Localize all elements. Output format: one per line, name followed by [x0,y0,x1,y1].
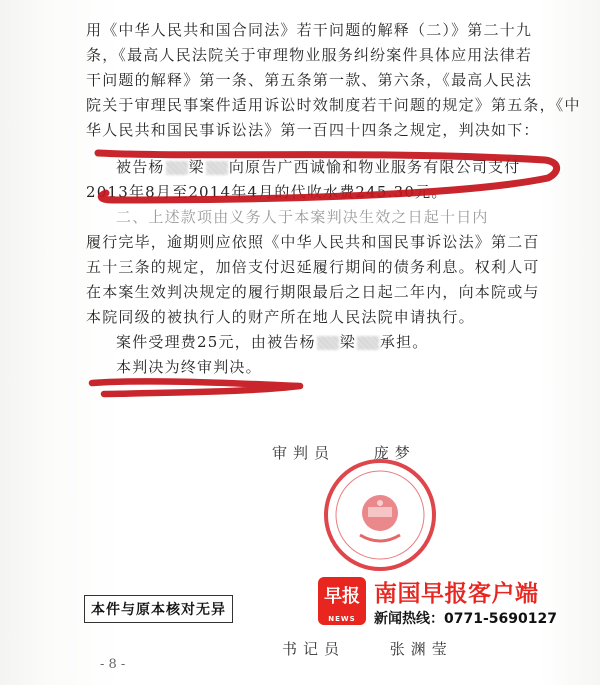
text-line: 条，《最高人民法院关于审理物业服务纠纷案件具体应用法律若 [86,46,533,64]
judgment-line-2: 2013年8月至2014年4月的代收水费245.30元。 [86,183,448,201]
newspaper-logo-icon: 早报 NEWS [318,577,366,625]
text-line: 用《中华人民共和国合同法》若干问题的解释（二）》第二十九 [86,21,533,39]
judgment-line-1 [86,155,556,180]
court-seal-icon [320,455,440,575]
paragraph-judgment [86,155,556,205]
redaction-blur [357,336,379,350]
clerk-name: 张渊莹 [389,640,453,658]
text-line: 五十三条的规定，加倍支付迟延履行期间的债务利息。权利人可 [86,258,540,276]
fee-line [86,330,556,355]
redaction-blur [317,336,339,350]
judge-role-label: 审判员 [272,444,336,462]
redaction-blur [166,161,188,175]
paragraph-legal-basis [86,18,581,143]
page-number: - 8 - [100,657,126,672]
final-statement: 本判决为终审判决。 [116,358,262,376]
clerk-role-label: 书记员 [282,640,346,658]
defendant-mid: 梁 [188,158,205,176]
clerk-signature-row [282,638,453,659]
judgment-rest: 向原告广西诚愉和物业服务有限公司支付 [228,158,521,176]
paragraph-fee [86,330,556,380]
text-line: 干问题的解释》第一条、第五条第一款、第六条，《最高人民法 [86,71,533,89]
watermark-hotline: 新闻热线：0771-5690127 [374,611,557,627]
paragraph-execution [86,205,556,330]
text-line: 华人民共和国民事诉讼法》第一百四十四条之规定，判决如下： [86,121,540,139]
fee-mid: 梁 [339,333,356,351]
judge-name: 庞梦 [373,444,416,462]
text-line: 在本案生效判决规定的履行期限最后之日起二年内，向本院或与 [86,283,540,301]
watermark-brand-name: 南国早报客户端 [374,581,539,607]
certified-copy-stamp: 本件与原本核对无异 [84,595,233,623]
text-line: 本院同级的被执行人的财产所在地人民法院申请执行。 [86,308,475,326]
redaction-blur [206,161,228,175]
defendant-prefix: 被告杨 [116,158,165,176]
fee-suffix: 承担。 [379,333,429,351]
fee-prefix: 案件受理费25元，由被告杨 [116,333,316,351]
news-watermark [318,575,600,633]
text-line: 履行完毕，逾期则应依照《中华人民共和国民事诉讼法》第二百 [86,233,540,251]
text-line: 院关于审理民事案件适用诉讼时效制度若干问题的规定》第五条，《中 [86,96,581,114]
faded-text-line: 二、上述款项由义务人于本案判决生效之日起十日内 [116,208,489,226]
red-underline-stroke-2 [92,381,300,394]
